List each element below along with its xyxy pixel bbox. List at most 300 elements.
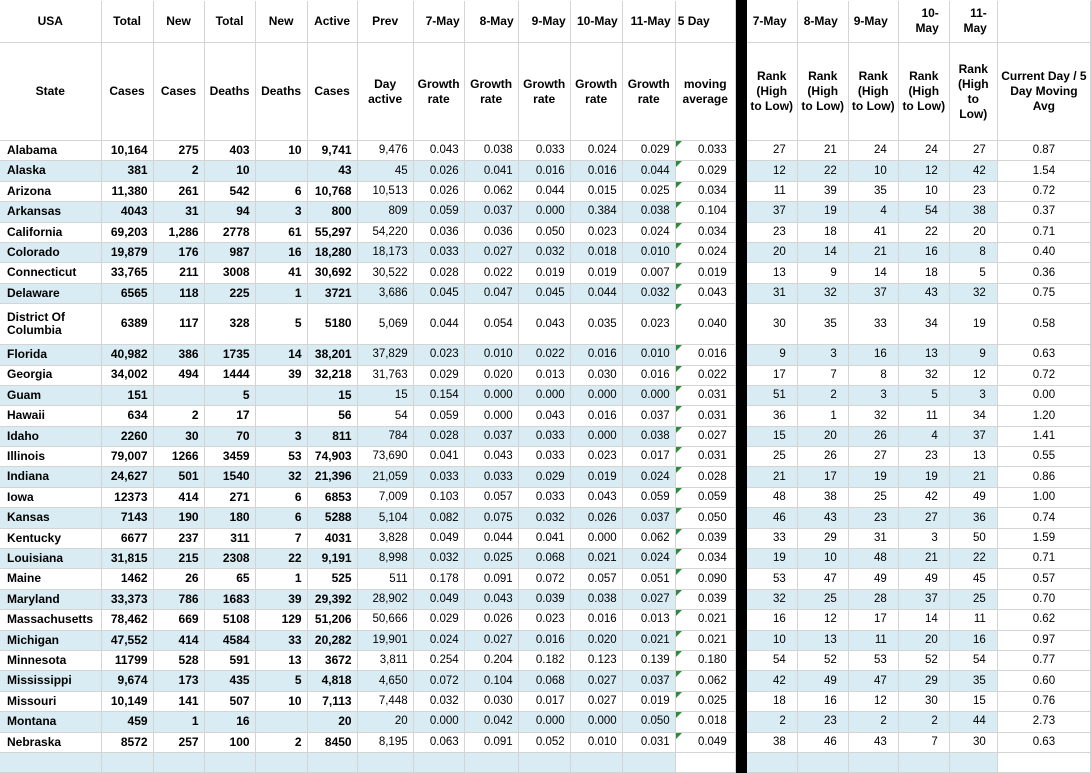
- cell-growth-8may[interactable]: 0.043: [464, 447, 518, 467]
- cell-total-deaths[interactable]: 16: [204, 712, 255, 732]
- header-growth-10may[interactable]: 10-May: [570, 1, 622, 43]
- cell-prev-day-active[interactable]: 3,686: [357, 283, 413, 303]
- cell-5day-moving-avg[interactable]: [675, 569, 735, 589]
- cell-current-vs-avg[interactable]: 0.76: [997, 691, 1090, 711]
- cell-rank-7may[interactable]: 18: [746, 691, 797, 711]
- cell-growth-8may[interactable]: 0.037: [464, 202, 518, 222]
- cell-growth-11may[interactable]: 0.019: [622, 691, 675, 711]
- cell-rank-11may[interactable]: 42: [949, 161, 997, 181]
- cell-growth-11may[interactable]: 0.007: [622, 263, 675, 283]
- cell-total-cases[interactable]: 459: [101, 712, 153, 732]
- cell-growth-9may[interactable]: 0.033: [518, 426, 570, 446]
- cell-growth-7may[interactable]: 0.154: [413, 385, 464, 405]
- cell-growth-10may[interactable]: 0.000: [570, 528, 622, 548]
- cell-active-cases[interactable]: 9,741: [307, 141, 357, 161]
- cell-total-deaths[interactable]: 591: [204, 650, 255, 670]
- cell-growth-10may[interactable]: 0.016: [570, 161, 622, 181]
- cell-growth-8may[interactable]: 0.091: [464, 732, 518, 752]
- cell-growth-10may[interactable]: 0.043: [570, 487, 622, 507]
- cell-growth-8may[interactable]: 0.042: [464, 712, 518, 732]
- cell-new-cases[interactable]: 31: [153, 202, 204, 222]
- cell-prev-day-active[interactable]: 18,173: [357, 242, 413, 262]
- cell-active-cases[interactable]: 21,396: [307, 467, 357, 487]
- cell-total-deaths[interactable]: 1540: [204, 467, 255, 487]
- cell-current-vs-avg[interactable]: 0.71: [997, 549, 1090, 569]
- cell-prev-day-active[interactable]: 7,448: [357, 691, 413, 711]
- cell-rank-8may[interactable]: 22: [797, 161, 848, 181]
- cell-rank-11may[interactable]: 54: [949, 650, 997, 670]
- cell-growth-8may[interactable]: 0.033: [464, 467, 518, 487]
- cell-rank-10may[interactable]: 5: [898, 385, 949, 405]
- cell-growth-9may[interactable]: 0.033: [518, 487, 570, 507]
- cell-growth-11may[interactable]: 0.010: [622, 242, 675, 262]
- cell-new-cases[interactable]: 30: [153, 426, 204, 446]
- cell-state[interactable]: Colorado: [0, 242, 101, 262]
- cell-rank-7may[interactable]: 9: [746, 345, 797, 365]
- cell-total-cases[interactable]: 24,627: [101, 467, 153, 487]
- cell-state[interactable]: California: [0, 222, 101, 242]
- cell-growth-9may[interactable]: 0.032: [518, 508, 570, 528]
- cell-rank-7may[interactable]: 16: [746, 610, 797, 630]
- cell-growth-9may[interactable]: 0.013: [518, 365, 570, 385]
- cell-growth-8may[interactable]: 0.020: [464, 365, 518, 385]
- cell-rank-10may[interactable]: 52: [898, 650, 949, 670]
- cell-rank-11may[interactable]: 21: [949, 467, 997, 487]
- cell-growth-10may[interactable]: 0.021: [570, 549, 622, 569]
- cell-total-deaths[interactable]: 2778: [204, 222, 255, 242]
- cell-growth-11may[interactable]: 0.037: [622, 508, 675, 528]
- cell-growth-11may[interactable]: 0.032: [622, 283, 675, 303]
- cell-growth-9may[interactable]: 0.182: [518, 650, 570, 670]
- cell-5day-moving-avg[interactable]: [675, 589, 735, 609]
- cell-growth-10may[interactable]: 0.016: [570, 610, 622, 630]
- cell-new-cases[interactable]: 215: [153, 549, 204, 569]
- cell-current-vs-avg[interactable]: 1.54: [997, 161, 1090, 181]
- cell-growth-10may[interactable]: 0.384: [570, 202, 622, 222]
- cell-new-deaths[interactable]: 41: [255, 263, 307, 283]
- cell-current-vs-avg[interactable]: 0.36: [997, 263, 1090, 283]
- cell-growth-10may[interactable]: 0.010: [570, 732, 622, 752]
- cell-rank-9may[interactable]: 26: [848, 426, 898, 446]
- cell-new-cases[interactable]: 386: [153, 345, 204, 365]
- cell-rank-8may[interactable]: 1: [797, 406, 848, 426]
- cell-prev-day-active[interactable]: 54,220: [357, 222, 413, 242]
- cell-active-cases[interactable]: 55,297: [307, 222, 357, 242]
- cell-growth-8may[interactable]: 0.010: [464, 345, 518, 365]
- cell-growth-9may[interactable]: 0.022: [518, 345, 570, 365]
- cell-growth-9may[interactable]: 0.017: [518, 691, 570, 711]
- header-active-cases[interactable]: Cases: [307, 43, 357, 141]
- cell-growth-10may[interactable]: 0.023: [570, 447, 622, 467]
- cell-active-cases[interactable]: 8450: [307, 732, 357, 752]
- cell-new-deaths[interactable]: [255, 385, 307, 405]
- cell-total-cases[interactable]: 6565: [101, 283, 153, 303]
- cell-total-cases[interactable]: 11799: [101, 650, 153, 670]
- header-current-vs-avg[interactable]: [997, 1, 1090, 43]
- cell-prev-day-active[interactable]: 21,059: [357, 467, 413, 487]
- cell-rank-10may[interactable]: 21: [898, 549, 949, 569]
- cell-growth-10may[interactable]: 0.019: [570, 263, 622, 283]
- cell-5day-moving-avg[interactable]: [675, 161, 735, 181]
- cell-rank-9may[interactable]: 23: [848, 508, 898, 528]
- cell-new-deaths[interactable]: 5: [255, 671, 307, 691]
- cell-5day-moving-avg[interactable]: [675, 365, 735, 385]
- cell-new-cases[interactable]: 173: [153, 671, 204, 691]
- cell-prev-day-active[interactable]: 31,763: [357, 365, 413, 385]
- cell-5day-moving-avg[interactable]: [675, 487, 735, 507]
- cell-rank-8may[interactable]: 23: [797, 712, 848, 732]
- cell-state[interactable]: Hawaii: [0, 406, 101, 426]
- cell-active-cases[interactable]: 5288: [307, 508, 357, 528]
- cell-growth-10may[interactable]: 0.000: [570, 385, 622, 405]
- cell-growth-11may[interactable]: 0.050: [622, 712, 675, 732]
- cell-rank-7may[interactable]: 33: [746, 528, 797, 548]
- cell-5day-moving-avg[interactable]: [675, 406, 735, 426]
- cell-rank-8may[interactable]: 46: [797, 732, 848, 752]
- cell-rank-7may[interactable]: 32: [746, 589, 797, 609]
- cell-growth-11may[interactable]: 0.024: [622, 222, 675, 242]
- cell-total-deaths[interactable]: 10: [204, 161, 255, 181]
- cell-state[interactable]: Kentucky: [0, 528, 101, 548]
- cell-new-cases[interactable]: 26: [153, 569, 204, 589]
- cell-growth-11may[interactable]: 0.139: [622, 650, 675, 670]
- cell-growth-11may[interactable]: 0.021: [622, 630, 675, 650]
- cell-total-deaths[interactable]: 271: [204, 487, 255, 507]
- cell-rank-7may[interactable]: 54: [746, 650, 797, 670]
- cell-rank-7may[interactable]: 21: [746, 467, 797, 487]
- cell-new-deaths[interactable]: 13: [255, 650, 307, 670]
- cell-prev-day-active[interactable]: 5,104: [357, 508, 413, 528]
- cell-rank-11may[interactable]: 50: [949, 528, 997, 548]
- header-prev-day-active[interactable]: Day active: [357, 43, 413, 141]
- cell-rank-10may[interactable]: 30: [898, 691, 949, 711]
- cell-current-vs-avg[interactable]: 1.00: [997, 487, 1090, 507]
- cell-growth-11may[interactable]: 0.062: [622, 528, 675, 548]
- cell-growth-8may[interactable]: 0.104: [464, 671, 518, 691]
- cell-total-deaths[interactable]: 1735: [204, 345, 255, 365]
- cell-rank-11may[interactable]: 8: [949, 242, 997, 262]
- cell-growth-10may[interactable]: 0.123: [570, 650, 622, 670]
- cell-total-cases[interactable]: 69,203: [101, 222, 153, 242]
- cell-growth-11may[interactable]: 0.024: [622, 549, 675, 569]
- cell-rank-10may[interactable]: 37: [898, 589, 949, 609]
- cell-rank-9may[interactable]: 16: [848, 345, 898, 365]
- cell-total-deaths[interactable]: 311: [204, 528, 255, 548]
- cell-rank-11may[interactable]: 16: [949, 630, 997, 650]
- cell-growth-10may[interactable]: 0.035: [570, 304, 622, 345]
- cell-prev-day-active[interactable]: 50,666: [357, 610, 413, 630]
- cell-rank-11may[interactable]: 30: [949, 732, 997, 752]
- header-current-vs-avg[interactable]: Current Day / 5 Day Moving Avg: [997, 43, 1090, 141]
- cell-rank-10may[interactable]: 24: [898, 141, 949, 161]
- cell-rank-10may[interactable]: 43: [898, 283, 949, 303]
- cell-5day-moving-avg[interactable]: [675, 650, 735, 670]
- cell-new-deaths[interactable]: 6: [255, 487, 307, 507]
- cell-current-vs-avg[interactable]: 0.37: [997, 202, 1090, 222]
- cell-new-cases[interactable]: 261: [153, 181, 204, 201]
- cell-new-cases[interactable]: 275: [153, 141, 204, 161]
- cell-rank-11may[interactable]: 37: [949, 426, 997, 446]
- cell-prev-day-active[interactable]: 3,811: [357, 650, 413, 670]
- cell-total-cases[interactable]: 634: [101, 406, 153, 426]
- header-growth-11may[interactable]: Growth rate: [622, 43, 675, 141]
- cell-active-cases[interactable]: 15: [307, 385, 357, 405]
- cell-prev-day-active[interactable]: 7,009: [357, 487, 413, 507]
- cell-rank-8may[interactable]: 7: [797, 365, 848, 385]
- cell-growth-11may[interactable]: 0.024: [622, 467, 675, 487]
- cell-growth-11may[interactable]: 0.029: [622, 141, 675, 161]
- cell-rank-9may[interactable]: 48: [848, 549, 898, 569]
- cell-rank-8may[interactable]: 2: [797, 385, 848, 405]
- cell-growth-9may[interactable]: 0.016: [518, 630, 570, 650]
- cell-growth-8may[interactable]: 0.000: [464, 385, 518, 405]
- cell-growth-9may[interactable]: 0.033: [518, 141, 570, 161]
- cell-rank-8may[interactable]: 32: [797, 283, 848, 303]
- cell-rank-7may[interactable]: 25: [746, 447, 797, 467]
- cell-new-deaths[interactable]: 6: [255, 508, 307, 528]
- header-rank-9may[interactable]: 9-May: [848, 1, 898, 43]
- cell-growth-10may[interactable]: 0.019: [570, 467, 622, 487]
- cell-growth-7may[interactable]: 0.103: [413, 487, 464, 507]
- cell-rank-9may[interactable]: 43: [848, 732, 898, 752]
- cell-growth-9may[interactable]: 0.045: [518, 283, 570, 303]
- cell-growth-10may[interactable]: 0.023: [570, 222, 622, 242]
- cell-5day-moving-avg[interactable]: [675, 263, 735, 283]
- cell-growth-8may[interactable]: 0.036: [464, 222, 518, 242]
- cell-state[interactable]: Massachusetts: [0, 610, 101, 630]
- cell-rank-9may[interactable]: 32: [848, 406, 898, 426]
- cell-rank-8may[interactable]: 49: [797, 671, 848, 691]
- cell-rank-10may[interactable]: 20: [898, 630, 949, 650]
- header-state[interactable]: USA: [0, 1, 101, 43]
- header-5day-moving-avg[interactable]: moving average: [675, 43, 735, 141]
- cell-rank-8may[interactable]: 47: [797, 569, 848, 589]
- cell-growth-9may[interactable]: 0.039: [518, 589, 570, 609]
- cell-growth-10may[interactable]: 0.026: [570, 508, 622, 528]
- cell-new-cases[interactable]: 257: [153, 732, 204, 752]
- cell-new-cases[interactable]: 528: [153, 650, 204, 670]
- cell-prev-day-active[interactable]: 20: [357, 712, 413, 732]
- cell-growth-7may[interactable]: 0.082: [413, 508, 464, 528]
- cell-total-cases[interactable]: 11,380: [101, 181, 153, 201]
- cell-growth-8may[interactable]: 0.000: [464, 406, 518, 426]
- cell-current-vs-avg[interactable]: 0.75: [997, 283, 1090, 303]
- cell-new-deaths[interactable]: 61: [255, 222, 307, 242]
- cell-total-cases[interactable]: 12373: [101, 487, 153, 507]
- header-rank-8may[interactable]: Rank (High to Low): [797, 43, 848, 141]
- cell-rank-7may[interactable]: 46: [746, 508, 797, 528]
- cell-rank-9may[interactable]: 10: [848, 161, 898, 181]
- cell-prev-day-active[interactable]: 73,690: [357, 447, 413, 467]
- cell-rank-10may[interactable]: 13: [898, 345, 949, 365]
- cell-active-cases[interactable]: 30,692: [307, 263, 357, 283]
- cell-total-deaths[interactable]: 3008: [204, 263, 255, 283]
- cell-new-cases[interactable]: 1266: [153, 447, 204, 467]
- cell-new-deaths[interactable]: 1: [255, 569, 307, 589]
- cell-new-deaths[interactable]: 1: [255, 283, 307, 303]
- cell-prev-day-active[interactable]: 4,650: [357, 671, 413, 691]
- cell-5day-moving-avg[interactable]: [675, 528, 735, 548]
- cell-growth-8may[interactable]: 0.044: [464, 528, 518, 548]
- cell-rank-11may[interactable]: 36: [949, 508, 997, 528]
- header-growth-8may[interactable]: Growth rate: [464, 43, 518, 141]
- cell-active-cases[interactable]: 3672: [307, 650, 357, 670]
- cell-new-deaths[interactable]: 39: [255, 365, 307, 385]
- header-rank-11may[interactable]: Rank (High to Low): [949, 43, 997, 141]
- cell-5day-moving-avg[interactable]: [675, 549, 735, 569]
- cell-active-cases[interactable]: 38,201: [307, 345, 357, 365]
- cell-rank-11may[interactable]: 12: [949, 365, 997, 385]
- cell-growth-7may[interactable]: 0.026: [413, 161, 464, 181]
- cell-rank-7may[interactable]: 23: [746, 222, 797, 242]
- cell-growth-7may[interactable]: 0.026: [413, 181, 464, 201]
- cell-rank-7may[interactable]: 48: [746, 487, 797, 507]
- cell-rank-8may[interactable]: 29: [797, 528, 848, 548]
- cell-rank-8may[interactable]: 43: [797, 508, 848, 528]
- cell-5day-moving-avg[interactable]: [675, 712, 735, 732]
- cell-state[interactable]: Florida: [0, 345, 101, 365]
- cell-5day-moving-avg[interactable]: [675, 467, 735, 487]
- cell-growth-7may[interactable]: 0.059: [413, 202, 464, 222]
- cell-current-vs-avg[interactable]: 0.57: [997, 569, 1090, 589]
- cell-growth-7may[interactable]: 0.033: [413, 467, 464, 487]
- cell-growth-10may[interactable]: 0.018: [570, 242, 622, 262]
- cell-growth-9may[interactable]: 0.043: [518, 304, 570, 345]
- cell-active-cases[interactable]: 6853: [307, 487, 357, 507]
- cell-growth-9may[interactable]: 0.044: [518, 181, 570, 201]
- cell-new-deaths[interactable]: 16: [255, 242, 307, 262]
- cell-current-vs-avg[interactable]: 0.97: [997, 630, 1090, 650]
- cell-active-cases[interactable]: 4031: [307, 528, 357, 548]
- cell-5day-moving-avg[interactable]: [675, 671, 735, 691]
- cell-current-vs-avg[interactable]: 0.58: [997, 304, 1090, 345]
- cell-total-deaths[interactable]: 328: [204, 304, 255, 345]
- cell-new-deaths[interactable]: 39: [255, 589, 307, 609]
- cell-rank-7may[interactable]: 2: [746, 712, 797, 732]
- cell-total-deaths[interactable]: 94: [204, 202, 255, 222]
- cell-rank-10may[interactable]: 19: [898, 467, 949, 487]
- cell-growth-10may[interactable]: 0.015: [570, 181, 622, 201]
- cell-growth-7may[interactable]: 0.178: [413, 569, 464, 589]
- cell-rank-9may[interactable]: 25: [848, 487, 898, 507]
- cell-rank-9may[interactable]: 17: [848, 610, 898, 630]
- cell-current-vs-avg[interactable]: 0.74: [997, 508, 1090, 528]
- header-total-cases[interactable]: Total: [101, 1, 153, 43]
- cell-growth-8may[interactable]: 0.026: [464, 610, 518, 630]
- cell-active-cases[interactable]: 4,818: [307, 671, 357, 691]
- cell-growth-11may[interactable]: 0.025: [622, 181, 675, 201]
- header-new-deaths[interactable]: New: [255, 1, 307, 43]
- cell-total-cases[interactable]: 9,674: [101, 671, 153, 691]
- cell-total-deaths[interactable]: 987: [204, 242, 255, 262]
- cell-new-cases[interactable]: 494: [153, 365, 204, 385]
- cell-state[interactable]: Delaware: [0, 283, 101, 303]
- cell-total-deaths[interactable]: 180: [204, 508, 255, 528]
- cell-current-vs-avg[interactable]: 0.63: [997, 732, 1090, 752]
- cell-rank-7may[interactable]: 17: [746, 365, 797, 385]
- cell-growth-9may[interactable]: 0.000: [518, 385, 570, 405]
- cell-5day-moving-avg[interactable]: [675, 202, 735, 222]
- cell-growth-7may[interactable]: 0.028: [413, 426, 464, 446]
- cell-rank-11may[interactable]: 38: [949, 202, 997, 222]
- cell-total-cases[interactable]: 34,002: [101, 365, 153, 385]
- cell-rank-8may[interactable]: 21: [797, 141, 848, 161]
- cell-rank-7may[interactable]: 42: [746, 671, 797, 691]
- cell-rank-11may[interactable]: 35: [949, 671, 997, 691]
- cell-growth-7may[interactable]: 0.028: [413, 263, 464, 283]
- cell-new-deaths[interactable]: [255, 406, 307, 426]
- cell-state[interactable]: Arizona: [0, 181, 101, 201]
- cell-rank-7may[interactable]: 11: [746, 181, 797, 201]
- cell-growth-9may[interactable]: 0.029: [518, 467, 570, 487]
- cell-total-cases[interactable]: 2260: [101, 426, 153, 446]
- cell-growth-11may[interactable]: 0.059: [622, 487, 675, 507]
- cell-active-cases[interactable]: 9,191: [307, 549, 357, 569]
- cell-growth-7may[interactable]: 0.045: [413, 283, 464, 303]
- cell-state[interactable]: Indiana: [0, 467, 101, 487]
- header-growth-7may[interactable]: Growth rate: [413, 43, 464, 141]
- cell-current-vs-avg[interactable]: 0.70: [997, 589, 1090, 609]
- cell-5day-moving-avg[interactable]: [675, 283, 735, 303]
- cell-rank-10may[interactable]: 23: [898, 447, 949, 467]
- cell-prev-day-active[interactable]: 37,829: [357, 345, 413, 365]
- cell-state[interactable]: Illinois: [0, 447, 101, 467]
- cell-rank-8may[interactable]: 9: [797, 263, 848, 283]
- cell-state[interactable]: Kansas: [0, 508, 101, 528]
- cell-total-cases[interactable]: 31,815: [101, 549, 153, 569]
- cell-growth-7may[interactable]: 0.041: [413, 447, 464, 467]
- cell-growth-11may[interactable]: 0.038: [622, 202, 675, 222]
- cell-rank-9may[interactable]: 47: [848, 671, 898, 691]
- cell-new-cases[interactable]: 118: [153, 283, 204, 303]
- cell-new-cases[interactable]: 669: [153, 610, 204, 630]
- cell-rank-7may[interactable]: 15: [746, 426, 797, 446]
- cell-rank-7may[interactable]: 53: [746, 569, 797, 589]
- cell-active-cases[interactable]: 20: [307, 712, 357, 732]
- cell-prev-day-active[interactable]: 3,828: [357, 528, 413, 548]
- cell-state[interactable]: Nebraska: [0, 732, 101, 752]
- cell-growth-11may[interactable]: 0.027: [622, 589, 675, 609]
- cell-prev-day-active[interactable]: 784: [357, 426, 413, 446]
- cell-state[interactable]: Montana: [0, 712, 101, 732]
- cell-rank-8may[interactable]: 35: [797, 304, 848, 345]
- cell-5day-moving-avg[interactable]: [675, 304, 735, 345]
- cell-total-cases[interactable]: 4043: [101, 202, 153, 222]
- cell-rank-10may[interactable]: 14: [898, 610, 949, 630]
- cell-growth-9may[interactable]: 0.000: [518, 712, 570, 732]
- cell-growth-11may[interactable]: 0.010: [622, 345, 675, 365]
- cell-rank-7may[interactable]: 27: [746, 141, 797, 161]
- cell-total-deaths[interactable]: 5108: [204, 610, 255, 630]
- cell-growth-8may[interactable]: 0.038: [464, 141, 518, 161]
- cell-rank-11may[interactable]: 27: [949, 141, 997, 161]
- cell-active-cases[interactable]: 29,392: [307, 589, 357, 609]
- cell-rank-10may[interactable]: 27: [898, 508, 949, 528]
- cell-growth-8may[interactable]: 0.030: [464, 691, 518, 711]
- cell-total-cases[interactable]: 40,982: [101, 345, 153, 365]
- cell-growth-7may[interactable]: 0.254: [413, 650, 464, 670]
- cell-new-cases[interactable]: 414: [153, 630, 204, 650]
- cell-active-cases[interactable]: 811: [307, 426, 357, 446]
- cell-rank-10may[interactable]: 16: [898, 242, 949, 262]
- cell-new-deaths[interactable]: 33: [255, 630, 307, 650]
- cell-state[interactable]: Idaho: [0, 426, 101, 446]
- cell-growth-7may[interactable]: 0.049: [413, 528, 464, 548]
- cell-rank-10may[interactable]: 49: [898, 569, 949, 589]
- cell-state[interactable]: Guam: [0, 385, 101, 405]
- cell-growth-9may[interactable]: 0.032: [518, 242, 570, 262]
- cell-rank-10may[interactable]: 22: [898, 222, 949, 242]
